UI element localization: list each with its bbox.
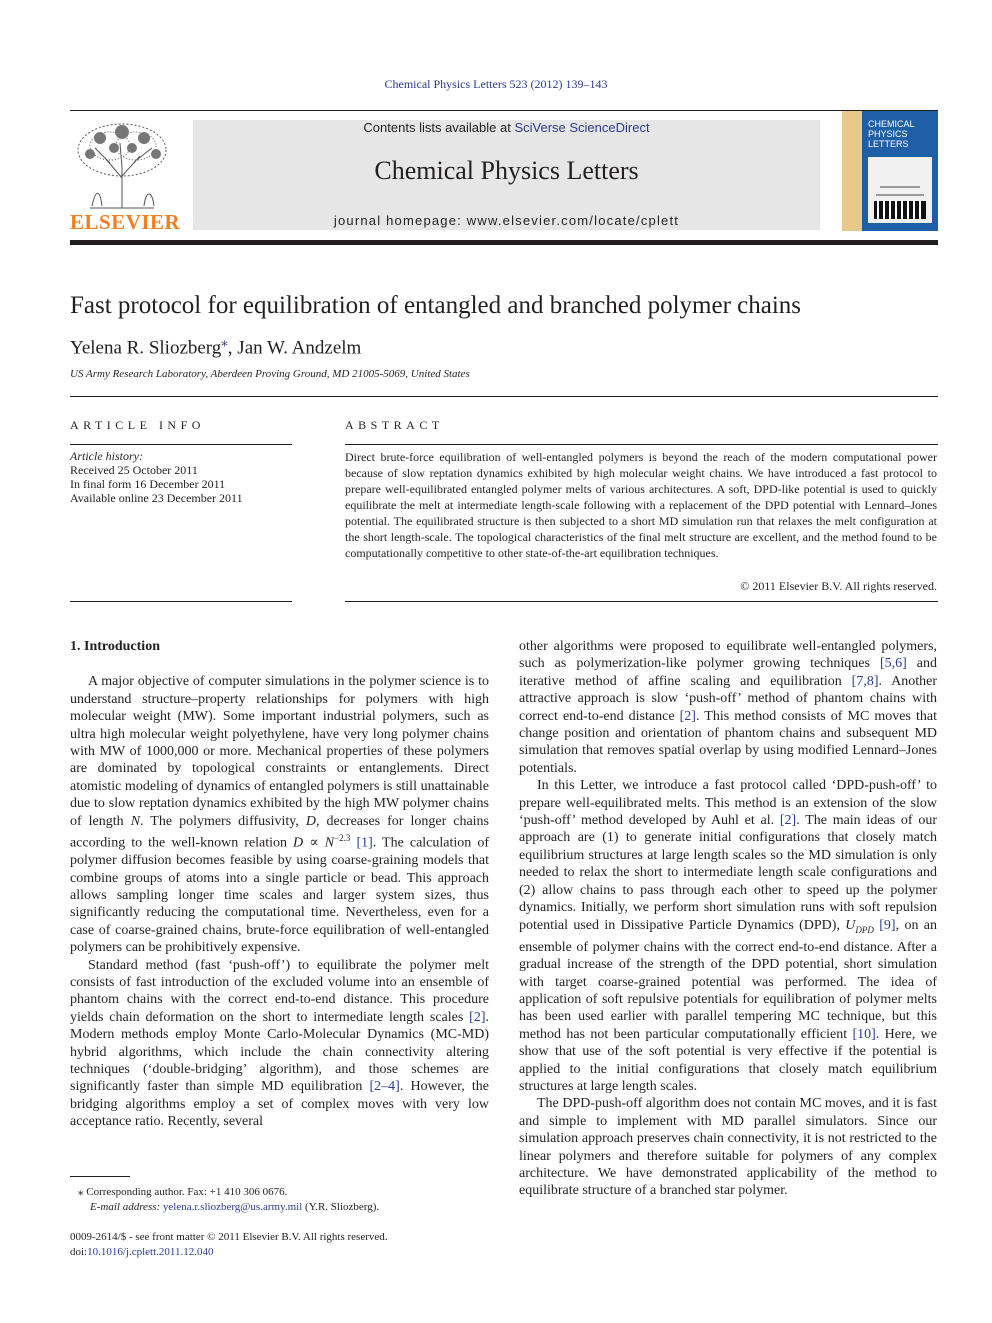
text-run: . This method consists of MC moves that change position and orientation of phantom chains and subsequent MD simulation that removes spatial overlap by using modified Lennard–Jones potentials. [519, 708, 937, 776]
symbol-N: N [130, 813, 141, 829]
issn-line: 0009-2614/$ - see front matter © 2011 Elsevier B.V. All rights reserved. [70, 1231, 388, 1243]
cover-title-line: LETTERS [868, 139, 909, 149]
citation-link[interactable]: [5,6] [879, 656, 907, 672]
sciencedirect-link[interactable]: SciVerse ScienceDirect [514, 120, 650, 135]
text-run: A major objective of computer simulations in the polymer science is to understand structure–property relationships for polymers with high molecular weight (MW). Some important industrial polymers, such as ultra high molecular weight polyethylene, have very long polymer chains with MW of 1000,000 or more. Mechanical properties of these polymers are dominated by topological constraints or entanglements. Direct atomistic modeling of dynamics of entangled polymers is still unattainable due to slow reptation dynamics exhibited by the high MW polymer chains of length [70, 674, 489, 829]
text-run: . The polymers diffusivity, [140, 813, 306, 829]
article-info-heading: ARTICLE INFO [70, 418, 205, 432]
symbol-D: D [305, 813, 316, 829]
diffusion-relation: D ∝ N [293, 835, 335, 851]
email-suffix: (Y.R. Sliozberg). [302, 1201, 380, 1213]
cover-title-line: PHYSICS [868, 129, 908, 139]
text-run: In this Letter, we introduce a fast protocol called ‘DPD-push-off’ to prepare well-equilibrated melts. This method is an extension of the slow ‘push-off’ method developed by Auhl et al. [519, 778, 937, 829]
text-run: . Here, we show that use of the soft potential is very effective if the potential is applied to the initial configurations that closely match equilibrium structures at large length scales. [519, 1026, 937, 1094]
paragraph [519, 777, 937, 1095]
footnote-corresponding [70, 1185, 490, 1215]
left-column [70, 638, 489, 1131]
title-separator [70, 396, 938, 397]
citation-link[interactable]: [2] [679, 708, 696, 724]
paragraph [70, 957, 489, 1131]
text-run: . Modern methods employ Monte Carlo-Molecular Dynamics (MC-MD) hybrid algorithms, which include the chain connectivity altering techniques (‘double-bridging’ algorithm), and those schemes are significantly faster than simple MD equilibration [70, 1009, 489, 1095]
homepage-link[interactable]: www.elsevier.com/locate/cplett [466, 213, 680, 228]
article-info-rule [70, 444, 292, 445]
cover-figure [868, 157, 932, 223]
elsevier-wordmark: ELSEVIER [70, 210, 181, 234]
citation-link[interactable]: [2–4] [369, 1079, 400, 1095]
header-top-rule [70, 110, 938, 111]
cover-title-line: CHEMICAL [868, 119, 915, 129]
contents-prefix: Contents lists available at [363, 120, 515, 135]
text-run: . The calculation of polymer diffusion becomes feasible by using coarse-graining models that combine groups of atoms into a single particle or bead. This approach allows sampling longer time scales and larger system sizes, thus significantly reducing the computational time. Nevertheless, even for a case of coarse-grained chains, brute-force equilibration of well-entangled polymers can be prohibitively expensive. [70, 835, 489, 956]
text-run: Standard method (fast ‘push-off’) to equilibrate the polymer melt consists of fast introduction of the excluded volume into an ensemble of phantom chains with the correct end-to-end distance. This procedure yields chain deformation on the short to intermediate length scales [70, 957, 489, 1025]
citation-link[interactable]: [1] [356, 835, 373, 851]
doi-label: doi: [70, 1246, 88, 1258]
symbol-U: U [845, 917, 856, 933]
text-run: . However, the bridging algorithms employ a set of complex moves with very low acceptance ratio. Recently, several [70, 1079, 489, 1130]
contents-line [193, 120, 820, 135]
citation-link[interactable]: [7,8] [851, 673, 879, 689]
abstract-bottom-rule [345, 601, 938, 602]
section-heading: 1. Introduction [70, 639, 160, 654]
journal-citation[interactable]: Chemical Physics Letters 523 (2012) 139–143 [384, 77, 608, 91]
copyright-notice: © 2011 Elsevier B.V. All rights reserved. [740, 579, 937, 593]
publication-info [70, 1230, 490, 1260]
article-title: Fast protocol for equilibration of entangled and branched polymer chains [70, 292, 802, 319]
author-list [70, 334, 361, 359]
cover-title [868, 119, 915, 149]
footnote-rule [70, 1176, 130, 1177]
article-info-bottom-rule [70, 601, 292, 602]
citation-link[interactable]: [10] [852, 1026, 876, 1042]
elsevier-logo[interactable] [70, 118, 181, 234]
text-run: and iterative method of affine scaling and equilibration [519, 656, 937, 689]
cover-figure-icon [868, 157, 932, 223]
paragraph [70, 673, 489, 956]
text-run: , decreases for longer chains according to the well-known relation [70, 813, 490, 851]
abstract-heading: ABSTRACT [345, 418, 444, 432]
symbol-subscript: DPD [855, 924, 874, 935]
cover-side-strip [842, 111, 862, 231]
journal-cover-thumbnail[interactable] [842, 111, 938, 231]
author-affiliation: US Army Research Laboratory, Aberdeen Proving Ground, MD 21005-5069, United States [70, 368, 470, 380]
header-bottom-rule [70, 240, 938, 245]
paragraph: The DPD-push-off algorithm does not contain MC moves, and it is fast and simple to implement with MD parallel simulators. Since our simulation approach preserves chain connectivity, it is not restricted to the linear polymers and therefore suitable for polymers of any complex architecture. We have demonstrated applicability of the method to equilibrate structure of a branched star polymer. [519, 1096, 937, 1199]
paragraph [519, 638, 937, 777]
author-name[interactable]: , Jan W. Andzelm [227, 337, 362, 359]
homepage-prefix: journal homepage: [333, 213, 467, 228]
doi-link[interactable]: 10.1016/j.cplett.2011.12.040 [87, 1246, 214, 1258]
text-run: other algorithms were proposed to equilibrate well-entangled polymers, such as polymerization-like polymer growing techniques [519, 639, 937, 672]
exponent: −2.3 [334, 833, 351, 844]
author-name[interactable]: Yelena R. Sliozberg [70, 337, 222, 359]
right-column [519, 638, 937, 1200]
email-label: E-mail address: [90, 1201, 163, 1213]
received-date: Received 25 October 2011 [70, 463, 198, 477]
article-history [70, 449, 292, 505]
corresponding-author-mark[interactable]: ⁎ [221, 334, 228, 349]
footnote-text: Corresponding author. Fax: +1 410 306 0676. [86, 1186, 288, 1198]
text-run: . Another attractive approach is slow ‘push-off’ method of phantom chains with correct end-to-end distance [519, 673, 937, 724]
text-run: . The main ideas of our approach are (1) to generate initial configurations that closely match equilibrium structures at large length scales so the MD simulation is only needed to relax the short to intermediate length scale configurations and (2) allow chains to pass through each other to speed up the polymer dynamics. Initially, we perform short simulation runs with soft repulsion potential used in Dissipative Particle Dynamics (DPD), [519, 813, 937, 933]
text-run: , on an ensemble of polymer chains with the correct end-to-end distance. After a gradual increase of the strength of the DPD potential, short simulation with target coarse-grained potential was performed. The idea of application of soft repulsive potentials for equilibration of polymer melts has been used earlier with parallel tempering MC technique, but this method has not been particular computationally efficient [519, 917, 937, 1042]
abstract-text: Direct brute-force equilibration of well-entangled polymers is beyond the reach of the modern computational power because of slow reptation dynamics exhibited by high molecular weight chains. We have introduced a fast protocol to prepare well-equilibrated entangled polymer melts of various architectures. A soft, DPD-like potential is used to quickly equilibrate the melt at intermediate length-scale following with a replacement of the DPD potential with Lennard–Jones potential. The equilibrated structure is then subjected to a short MD simulation run that relaxes the melt configuration at the short length-scale. The topological characteristics of the final melt structure are excellent, and the method found to be computationally competitive to other state-of-the-art equilibration techniques. [345, 450, 937, 560]
revised-date: In final form 16 December 2011 [70, 477, 226, 491]
citation-link[interactable]: [2] [779, 813, 797, 829]
online-date: Available online 23 December 2011 [70, 491, 243, 505]
history-label: Article history: [70, 449, 143, 463]
abstract-rule [345, 444, 938, 445]
email-link[interactable]: yelena.r.sliozberg@us.army.mil [162, 1201, 303, 1213]
journal-name: Chemical Physics Letters [374, 156, 639, 185]
journal-homepage [193, 213, 820, 228]
footnote-mark: ⁎ [78, 1186, 84, 1198]
citation-link[interactable]: [9] [879, 917, 896, 933]
citation-link[interactable]: [2] [469, 1009, 486, 1025]
elsevier-tree-icon [70, 118, 174, 210]
